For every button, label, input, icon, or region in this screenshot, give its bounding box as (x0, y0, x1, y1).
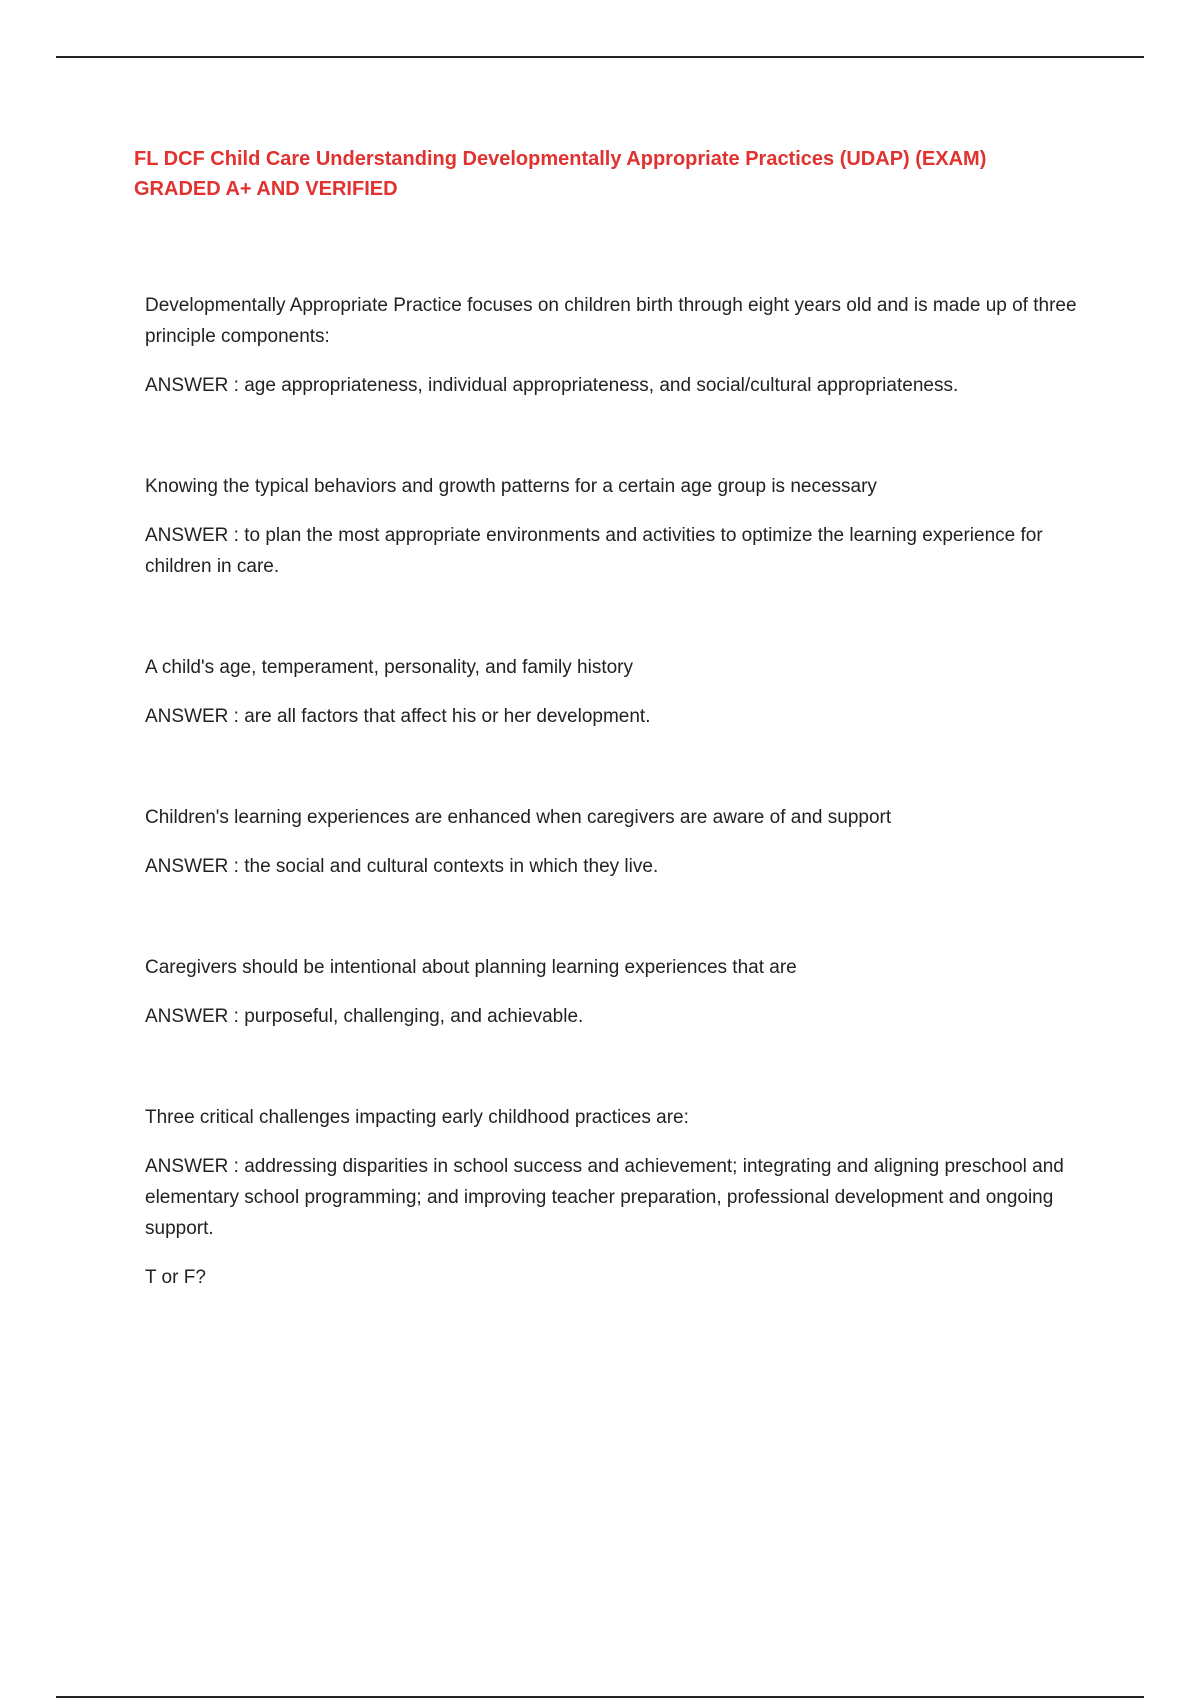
question-text: Knowing the typical behaviors and growth patterns for a certain age group is necessary (145, 476, 877, 497)
qa-item (145, 952, 1095, 1032)
bottom-divider (56, 1696, 1144, 1698)
answer-text: ANSWER : the social and cultural contexts in which they live. (145, 856, 659, 877)
answer-text: ANSWER : to plan the most appropriate environments and activities to optimize the learning experience for children in care. (145, 525, 1043, 577)
qa-item (145, 652, 1095, 732)
answer-text: ANSWER : are all factors that affect his or her development. (145, 706, 651, 727)
document-title: FL DCF Child Care Understanding Developmentally Appropriate Practices (UDAP) (EXAM) GRADED A+ AND VERIFIED (134, 148, 987, 200)
answer-text: ANSWER : age appropriateness, individual appropriateness, and social/cultural appropriateness. (145, 375, 959, 396)
question-text: Children's learning experiences are enhanced when caregivers are aware of and support (145, 807, 892, 828)
answer-text: ANSWER : addressing disparities in school success and achievement; integrating and aligning preschool and elementary school programming; and improving teacher preparation, professional development and ongoing support. (145, 1156, 1064, 1239)
qa-item (145, 290, 1095, 401)
question-text: Developmentally Appropriate Practice focuses on children birth through eight years old and is made up of three principle components: (145, 295, 1077, 347)
question-text: Three critical challenges impacting early childhood practices are: (145, 1107, 689, 1128)
answer-text: ANSWER : purposeful, challenging, and achievable. (145, 1006, 584, 1027)
trailing-text: T or F? (145, 1267, 206, 1288)
question-text: Caregivers should be intentional about planning learning experiences that are (145, 957, 797, 978)
qa-list (145, 290, 1095, 1293)
qa-item (145, 1102, 1095, 1293)
qa-item (145, 802, 1095, 882)
question-text: A child's age, temperament, personality, and family history (145, 657, 634, 678)
top-divider (56, 56, 1144, 58)
qa-item (145, 471, 1095, 582)
